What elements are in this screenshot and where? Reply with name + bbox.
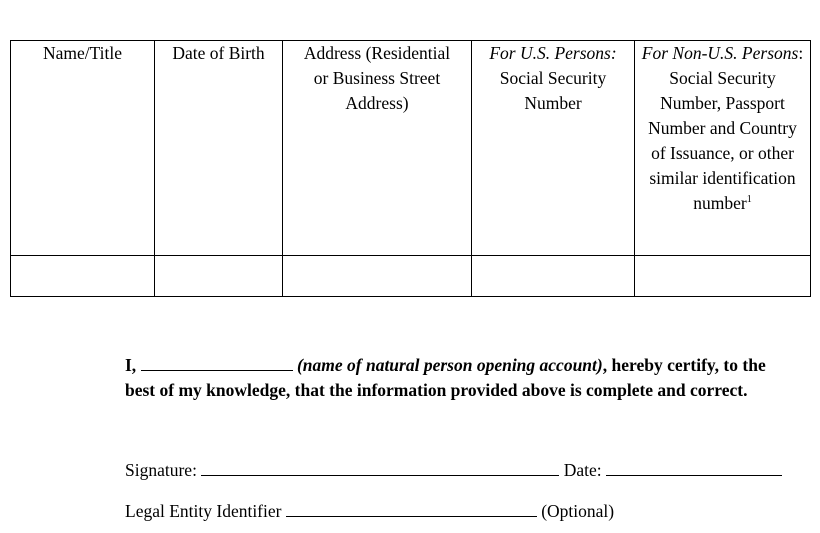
date-label: Date:: [563, 460, 602, 480]
certification-line-1: [125, 353, 815, 378]
table-row: [11, 256, 811, 297]
header-us-persons: [472, 41, 635, 256]
signature-blank[interactable]: [201, 459, 559, 476]
cell-non-us-id[interactable]: [635, 256, 811, 297]
signature-label: Signature:: [125, 460, 197, 480]
cell-name-title[interactable]: [11, 256, 155, 297]
header-us-persons-lead: For U.S. Persons:: [489, 43, 617, 63]
date-blank[interactable]: [606, 459, 782, 476]
header-date-of-birth-text: Date of Birth: [172, 43, 265, 63]
header-name-title: [11, 41, 155, 256]
table-header-row: [11, 41, 811, 256]
lei-line: [125, 499, 614, 524]
cell-us-ssn[interactable]: [472, 256, 635, 297]
header-non-us-lead: For Non-U.S. Persons: [641, 43, 799, 63]
lei-label: Legal Entity Identifier: [125, 501, 282, 521]
certification-statement: [125, 353, 815, 403]
footnote-marker: 1: [746, 194, 752, 206]
certification-prefix: I,: [125, 355, 137, 375]
header-non-us-persons: [635, 41, 811, 256]
certification-rest-line1: , hereby certify, to the: [602, 355, 766, 375]
certification-line-2: best of my knowledge, that the information provided above is complete and correct.: [125, 380, 748, 400]
header-us-persons-rest: Social Security Number: [499, 68, 607, 113]
header-name-title-text: Name/Title: [42, 43, 123, 63]
certification-italic-note: (name of natural person opening account): [296, 355, 603, 375]
lei-blank[interactable]: [286, 500, 537, 517]
cell-date-of-birth[interactable]: [155, 256, 283, 297]
header-address-text: Address (Residential or Business Street Address): [303, 43, 451, 113]
signature-line: [125, 458, 782, 483]
natural-person-name-blank[interactable]: [141, 355, 293, 371]
header-date-of-birth: [155, 41, 283, 256]
header-address: [283, 41, 472, 256]
cell-address[interactable]: [283, 256, 472, 297]
lei-optional-label: (Optional): [541, 501, 615, 521]
beneficial-owner-table: [10, 40, 811, 297]
header-non-us-rest: : Social Security Number, Passport Number and Country of Issuance, or other similar identification number: [648, 43, 804, 213]
